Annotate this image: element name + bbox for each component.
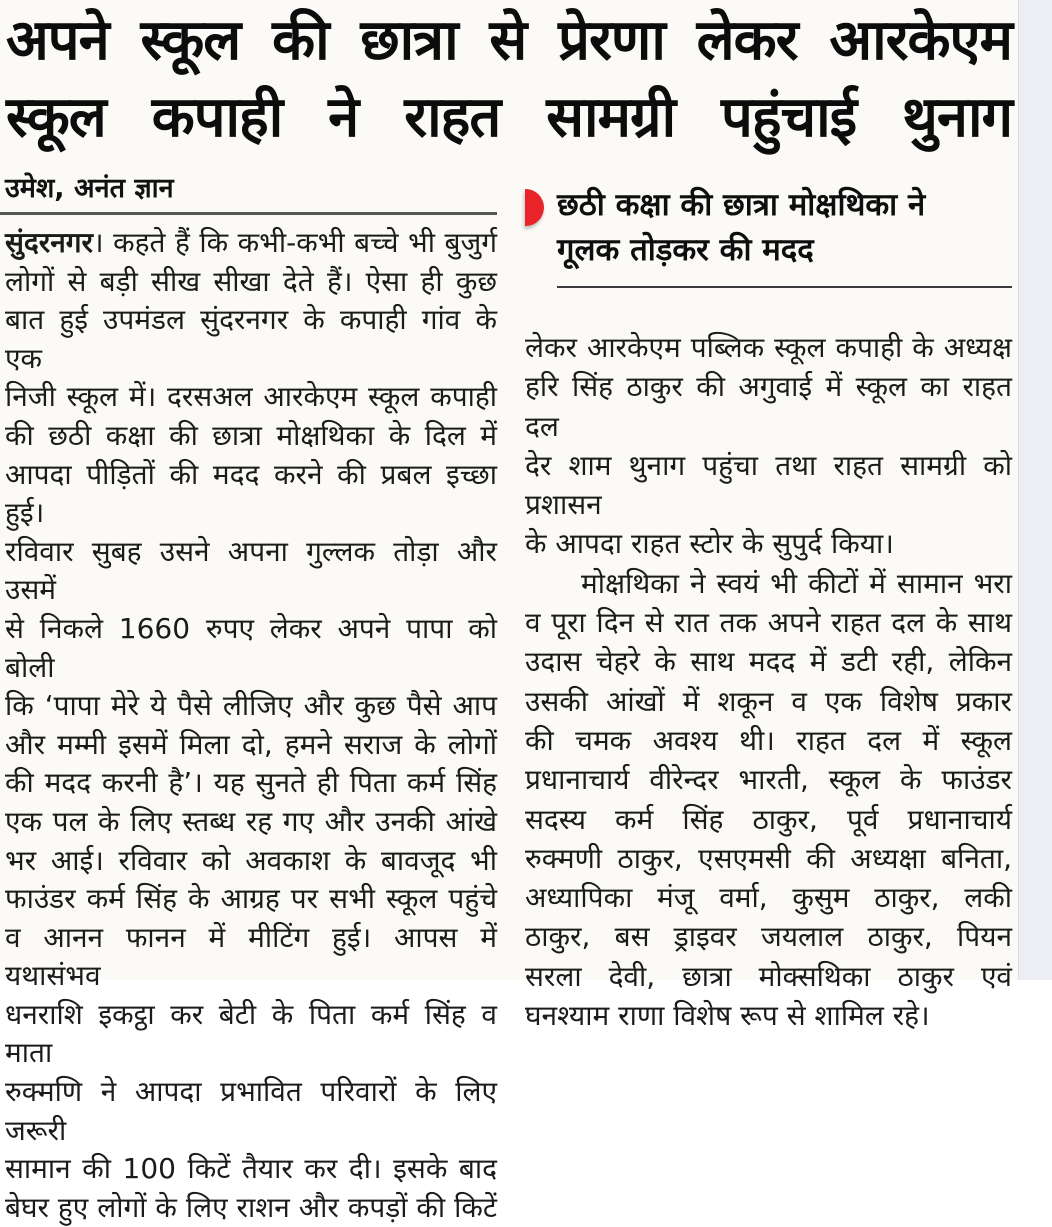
headline-line-1: अपने स्कूल की छात्रा से प्रेरणा लेकर आरकेएम (6, 8, 1012, 73)
article-line: सामान की 100 किटें तैयार कर दी। इसके बाद (5, 1152, 497, 1186)
article-line: कि ‘पापा मेरे ये पैसे लीजिए और कुछ पैसे आप (5, 689, 497, 723)
article-line: और मम्मी इसमें मिला दो, हमने सराज के लोगों (5, 727, 497, 761)
article-line: आपदा पीड़ितों की मदद करने की प्रबल इच्छा हुई। (5, 457, 497, 530)
red-half-circle-icon (525, 189, 544, 226)
sub-headline-line-2: गूलक तोड़कर की मदद (557, 232, 814, 268)
article-line: व पूरा दिन से रात तक अपने राहत दल के साथ (525, 606, 1012, 640)
article-line: निजी स्कूल में। दरसअल आरकेएम स्कूल कपाही (5, 380, 497, 414)
article-line: के आपदा राहत स्टोर के सुपुर्द किया। (525, 527, 894, 561)
article-line: सरला देवी, छात्रा मोक्सथिका ठाकुर एवं (525, 959, 1012, 993)
article-line: अध्यापिका मंजू वर्मा, कुसुम ठाकुर, लकी (525, 881, 1012, 915)
article-line (5, 224, 497, 263)
article-line: सदस्य कर्म सिंह ठाकुर, पूर्व प्रधानाचार्य (525, 802, 1012, 836)
article-line: उदास चेहरे के साथ मदद में डटी रही, लेकिन (525, 645, 1012, 679)
article-line: उसकी आंखों में शकून व एक विशेष प्रकार (525, 684, 1012, 718)
article-line: लेकर आरकेएम पब्लिक स्कूल कपाही के अध्यक्ष (525, 331, 1012, 364)
page-edge-strip (1018, 0, 1052, 980)
article-line: भर आई। रविवार को अवकाश के बावजूद भी (5, 843, 497, 877)
article-line: देर शाम थुनाग पहुंचा तथा राहत सामग्री को प्रशासन (525, 448, 1012, 522)
article-line: बात हुई उपमंडल सुंदरनगर के कपाही गांव के एक (5, 303, 497, 375)
article-right-column (525, 183, 1012, 1035)
article-line: की चमक अवश्य थी। राहत दल में स्कूल (525, 723, 1012, 757)
article-line: से निकले 1660 रुपए लेकर अपने पापा को बोली (5, 611, 497, 684)
byline: उमेश, अनंत ज्ञान (5, 173, 174, 204)
article-line-text: । कहते हैं कि कभी-कभी बच्चे भी बुजुर्ग (93, 226, 497, 259)
byline-divider (0, 212, 497, 215)
right-column-body (525, 328, 1012, 1035)
article-line: धनराशि इकट्ठा कर बेटी के पिता कर्म सिंह व माता (5, 997, 497, 1070)
headline-line-2: स्कूल कपाही ने राहत सामग्री पहुंचाई थुनाग (6, 85, 1012, 150)
sub-headline (525, 183, 1012, 273)
article-line: की मदद करनी है’। यह सुनते ही पिता कर्म सिंह (5, 766, 497, 800)
article-line: लोगों से बड़ी सीख सीखा देते हैं। ऐसा ही कुछ (5, 264, 497, 298)
article-line: रुक्मणि ने आपदा प्रभावित परिवारों के लिए जरूरी (5, 1075, 497, 1147)
article-line: एक पल के लिए स्तब्ध रह गए और उनकी आंखे (5, 804, 497, 838)
dateline: सुंदरनगर (5, 226, 94, 259)
article-line: ठाकुर, बस ड्राइवर जयलाल ठाकुर, पियन (525, 920, 1012, 954)
article-line: बेघर हुए लोगों के लिए राशन और कपड़ों की किटें (5, 1190, 497, 1224)
sub-headline-text (557, 183, 925, 273)
article-line: फाउंडर कर्म सिंह के आग्रह पर सभी स्कूल पहुंचे (5, 882, 497, 916)
article-line: मोक्षथिका ने स्वयं भी कीटों में सामान भरा (581, 566, 1012, 600)
article-line: की छठी कक्षा की छात्रा मोक्षथिका के दिल में (5, 418, 497, 452)
article-line: रविवार सुबह उसने अपना गुल्लक तोड़ा और उसमें (5, 534, 497, 607)
article-line: रुक्मणी ठाकुर, एसएमसी की अध्यक्षा बनिता, (525, 841, 1012, 875)
sub-headline-divider (557, 286, 1012, 288)
article-line: प्रधानाचार्य वीरेन्दर भारती, स्कूल के फाउंडर (525, 763, 1012, 797)
article-line: घनश्याम राणा विशेष रूप से शामिल रहे। (525, 999, 930, 1033)
sub-headline-line-1: छठी कक्षा की छात्रा मोक्षथिका ने (557, 187, 926, 223)
article-left-column (5, 224, 497, 1227)
article-line: हरि सिंह ठाकुर की अगुवाई में स्कूल का राहत दल (525, 370, 1012, 443)
article-headline (6, 2, 1012, 156)
article-line: व आनन फानन में मीटिंग हुई। आपस में यथासंभव (5, 920, 497, 993)
